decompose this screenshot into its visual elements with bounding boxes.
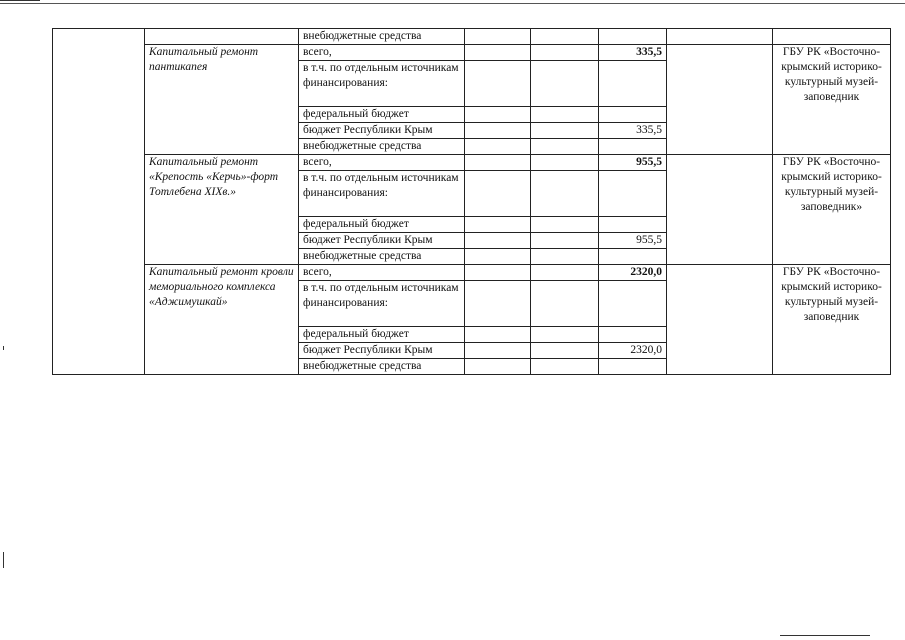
project-name: Капитальный ремонт пантикапея <box>145 45 299 155</box>
funding-source: в т.ч. по отдельным источникам финансирования: <box>299 61 465 107</box>
project-name: Капитальный ремонт кровли мемориального комплекса «Аджимушкай» <box>145 265 299 375</box>
funding-source: в т.ч. по отдельным источникам финансирования: <box>299 171 465 217</box>
table-row <box>53 29 891 45</box>
empty-cell <box>667 155 773 265</box>
funding-source: бюджет Республики Крым <box>299 343 465 359</box>
empty-cell <box>531 327 599 343</box>
funding-source: бюджет Республики Крым <box>299 233 465 249</box>
empty-cell <box>667 265 773 375</box>
empty-cell <box>531 265 599 281</box>
empty-cell <box>465 343 531 359</box>
empty-cell <box>465 61 531 107</box>
funding-source: внебюджетные средства <box>299 249 465 265</box>
amount-value <box>599 327 667 343</box>
empty-cell <box>465 45 531 61</box>
empty-cell <box>465 139 531 155</box>
project-name: Капитальный ремонт «Крепость «Керчь»-форт Тотлебена XIXв.» <box>145 155 299 265</box>
funding-source: бюджет Республики Крым <box>299 123 465 139</box>
empty-cell <box>531 171 599 217</box>
empty-cell <box>465 249 531 265</box>
amount-value <box>599 171 667 217</box>
empty-cell <box>53 155 145 265</box>
funding-source: внебюджетные средства <box>299 139 465 155</box>
empty-cell <box>465 107 531 123</box>
empty-cell <box>53 45 145 155</box>
funding-source: в т.ч. по отдельным источникам финансирования: <box>299 281 465 327</box>
responsible-organization: ГБУ РК «Восточно-крымский историко-культурный музей-заповедник» <box>773 155 891 265</box>
empty-cell <box>531 45 599 61</box>
empty-cell <box>531 155 599 171</box>
amount-value: 335,5 <box>599 123 667 139</box>
bottom-rule-right <box>780 635 870 636</box>
responsible-organization: ГБУ РК «Восточно-крымский историко-культурный музей-заповедник <box>773 45 891 155</box>
amount-value: 2320,0 <box>599 265 667 281</box>
funding-source: всего, <box>299 45 465 61</box>
amount-value <box>599 281 667 327</box>
empty-cell <box>531 139 599 155</box>
amount-value <box>599 29 667 45</box>
empty-cell <box>531 359 599 375</box>
empty-cell <box>465 171 531 217</box>
empty-cell <box>465 123 531 139</box>
amount-value <box>599 359 667 375</box>
empty-cell <box>531 281 599 327</box>
empty-cell <box>531 61 599 107</box>
empty-cell <box>465 359 531 375</box>
empty-cell <box>531 107 599 123</box>
amount-value: 335,5 <box>599 45 667 61</box>
empty-cell <box>465 281 531 327</box>
funding-source: всего, <box>299 155 465 171</box>
empty-cell <box>465 265 531 281</box>
empty-cell <box>465 29 531 45</box>
margin-mark-left <box>3 346 4 350</box>
amount-value: 955,5 <box>599 233 667 249</box>
empty-cell <box>531 249 599 265</box>
empty-cell <box>531 29 599 45</box>
amount-value <box>599 139 667 155</box>
funding-source: всего, <box>299 265 465 281</box>
funding-source: федеральный бюджет <box>299 327 465 343</box>
empty-cell <box>667 45 773 155</box>
empty-cell <box>531 343 599 359</box>
project-name <box>145 29 299 45</box>
table-row <box>53 45 891 61</box>
table-row <box>53 155 891 171</box>
financing-table <box>52 28 891 375</box>
empty-cell <box>465 233 531 249</box>
amount-value <box>599 61 667 107</box>
margin-mark-left-lower <box>3 552 4 568</box>
empty-cell <box>53 29 145 45</box>
empty-cell <box>465 155 531 171</box>
funding-source: федеральный бюджет <box>299 107 465 123</box>
amount-value: 955,5 <box>599 155 667 171</box>
responsible-organization <box>773 29 891 45</box>
amount-value: 2320,0 <box>599 343 667 359</box>
empty-cell <box>667 29 773 45</box>
amount-value <box>599 217 667 233</box>
funding-source: федеральный бюджет <box>299 217 465 233</box>
empty-cell <box>465 217 531 233</box>
empty-cell <box>531 233 599 249</box>
empty-cell <box>531 123 599 139</box>
page-top-rule <box>0 3 905 4</box>
empty-cell <box>465 327 531 343</box>
funding-source: внебюджетные средства <box>299 359 465 375</box>
amount-value <box>599 249 667 265</box>
funding-source: внебюджетные средства <box>299 29 465 45</box>
table-row <box>53 265 891 281</box>
empty-cell <box>53 265 145 375</box>
page-top-mark <box>0 0 40 1</box>
responsible-organization: ГБУ РК «Восточно-крымский историко-культурный музей-заповедник <box>773 265 891 375</box>
amount-value <box>599 107 667 123</box>
empty-cell <box>531 217 599 233</box>
